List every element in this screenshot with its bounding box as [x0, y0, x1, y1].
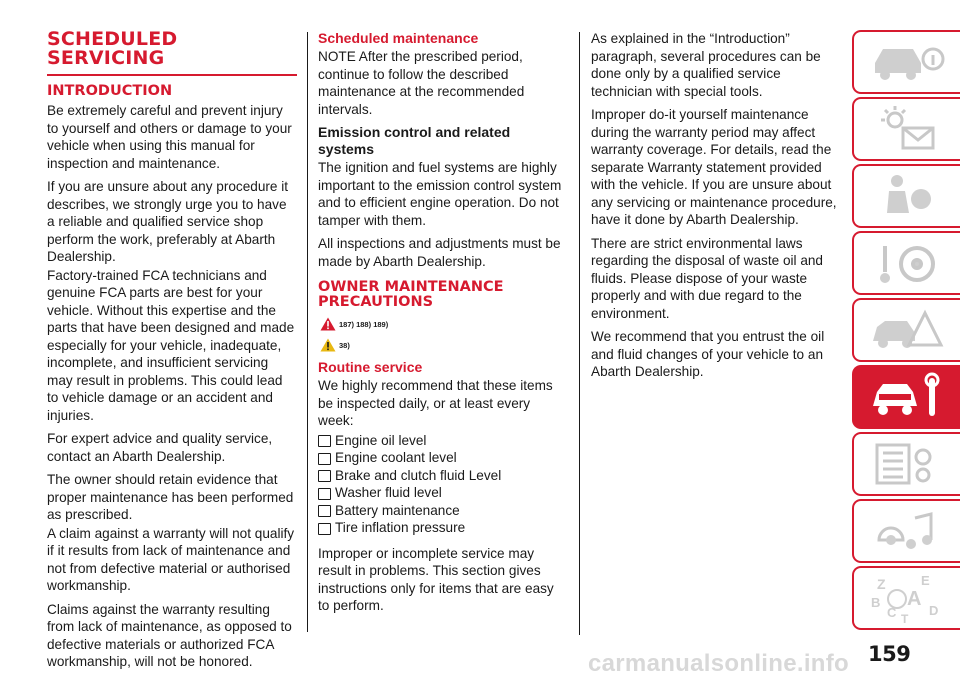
caution-references: 38)	[339, 340, 350, 350]
checklist-item-label: Battery maintenance	[335, 502, 460, 518]
svg-text:Z: Z	[877, 576, 886, 592]
caution-triangle-icon	[320, 338, 336, 352]
heading-introduction: INTRODUCTION	[47, 83, 173, 99]
paragraph: Factory-trained FCA technicians and genuine FCA parts are best for your vehicle. Without this expertise and the parts that have been designed and made especially for your vehicle, inadequate, incomplete, and insufficient servicing may result in problems. This could lead to vehicle damage or an accident and injuries.	[47, 267, 295, 423]
paragraph: All inspections and adjustments must be made by Abarth Dealership.	[318, 236, 561, 269]
multimedia-icon	[867, 506, 947, 556]
checklist-item-label: Engine oil level	[335, 432, 427, 448]
paragraph: Improper do-it yourself maintenance during the warranty period may affect warranty coverage. For details, read the separate Warranty statement provided with the vehicle. If you are unsure about any servicing or maintenance procedure, have it done by Abarth Dealership.	[591, 107, 837, 227]
safety-icon	[867, 171, 947, 221]
tab-index[interactable]	[852, 566, 960, 630]
paragraph: As explained in the “Introduction” paragraph, several procedures can be done only by a qualified service technician with special tools.	[591, 31, 821, 99]
index-icon	[867, 571, 947, 625]
checklist-item-label: Brake and clutch fluid Level	[335, 467, 502, 483]
svg-text:E: E	[921, 573, 930, 588]
tab-car-info[interactable]	[852, 30, 960, 94]
page-title	[47, 30, 297, 68]
tab-starting-driving[interactable]	[852, 231, 960, 295]
title-line-1: SCHEDULED	[47, 28, 178, 50]
tab-maintenance[interactable]	[852, 365, 960, 429]
checklist-item-label: Tire inflation pressure	[335, 520, 466, 535]
checklist-item-label: Washer fluid level	[335, 485, 442, 500]
maintenance-icon	[867, 372, 947, 422]
warning-references: 187) 188) 189)	[339, 319, 389, 329]
tab-safety[interactable]	[852, 164, 960, 228]
checklist-item-label: Engine coolant level	[335, 450, 457, 465]
svg-text:A: A	[907, 588, 922, 610]
caution-reference-row	[320, 337, 564, 353]
checklist-item	[318, 502, 564, 520]
paragraph: There are strict environmental laws regarding the disposal of waste oil and fluids. Please dispose of your waste properly and with due regard to the environment.	[591, 235, 823, 321]
checkbox-icon	[318, 453, 331, 465]
heading-routine-service: Routine service	[318, 359, 423, 375]
paragraph: The ignition and fuel systems are highly important to the emission control system and to efficient engine operation. Do not tamper with them.	[318, 160, 562, 228]
title-rule	[47, 74, 297, 76]
checklist-item	[318, 467, 564, 485]
title-line-2: SERVICING	[47, 47, 165, 69]
car-info-icon	[867, 37, 947, 87]
checkbox-icon	[318, 505, 331, 517]
paragraph: Be extremely careful and prevent injury to yourself and others or damage to your vehicle when using this manual for inspection and maintenance.	[47, 103, 292, 171]
warning-reference-row	[320, 316, 564, 332]
warning-lights-icon	[867, 104, 947, 154]
column-left	[47, 30, 297, 677]
page-number: 159	[868, 642, 911, 666]
column-right	[591, 30, 841, 387]
checklist-item	[318, 449, 564, 467]
heading-owner-precautions: OWNER MAINTENANCE PRECAUTIONS	[318, 279, 504, 310]
chapter-tabs	[852, 30, 960, 633]
tab-multimedia[interactable]	[852, 499, 960, 563]
paragraph: If you are unsure about any procedure it describes, we strongly urge you to have a reliable and qualified service shop perform the work, preferably at Abarth Dealership.	[47, 179, 289, 264]
checklist-item	[318, 519, 564, 537]
paragraph: We highly recommend that these items be inspected daily, or at least every week:	[318, 378, 553, 428]
column-divider	[579, 32, 580, 635]
tab-emergency[interactable]	[852, 298, 960, 362]
paragraph: A claim against a warranty will not qualify if it results from lack of maintenance and not from defective material or authorised workmanship.	[47, 525, 295, 593]
note-paragraph: NOTE After the prescribed period, continue to follow the described maintenance at the recommended intervals.	[318, 49, 525, 117]
checkbox-icon	[318, 488, 331, 500]
paragraph: The owner should retain evidence that proper maintenance has been performed as prescribed.	[47, 472, 294, 522]
tab-warning-lights[interactable]	[852, 97, 960, 161]
svg-text:B: B	[871, 595, 881, 610]
svg-text:C: C	[887, 605, 897, 620]
emergency-icon	[867, 305, 947, 355]
technical-data-icon	[867, 439, 947, 489]
column-middle	[318, 30, 564, 621]
paragraph: Claims against the warranty resulting from lack of maintenance, as opposed to defective materials or authorized FCA workmanship, will not be honored.	[47, 601, 292, 669]
svg-text:T: T	[901, 612, 909, 625]
paragraph: Improper or incomplete service may result in problems. This section gives instructions only for items that are easy to perform.	[318, 545, 554, 613]
column-divider	[307, 32, 308, 632]
starting-driving-icon	[867, 238, 947, 288]
warning-triangle-icon	[320, 317, 336, 331]
heading-emission-control: Emission control and related systems	[318, 124, 511, 157]
paragraph: For expert advice and quality service, contact an Abarth Dealership.	[47, 431, 273, 464]
checklist	[318, 432, 564, 537]
checkbox-icon	[318, 470, 331, 482]
checkbox-icon	[318, 435, 331, 447]
checkbox-icon	[318, 523, 331, 535]
heading-scheduled-maintenance: Scheduled maintenance	[318, 30, 479, 46]
tab-technical-data[interactable]	[852, 432, 960, 496]
watermark: carmanualsonline.info	[588, 650, 850, 677]
paragraph: We recommend that you entrust the oil and fluid changes of your vehicle to an Abarth Dealership.	[591, 329, 825, 379]
svg-text:D: D	[929, 603, 939, 618]
checklist-item	[318, 484, 564, 502]
checklist-item	[318, 432, 564, 450]
